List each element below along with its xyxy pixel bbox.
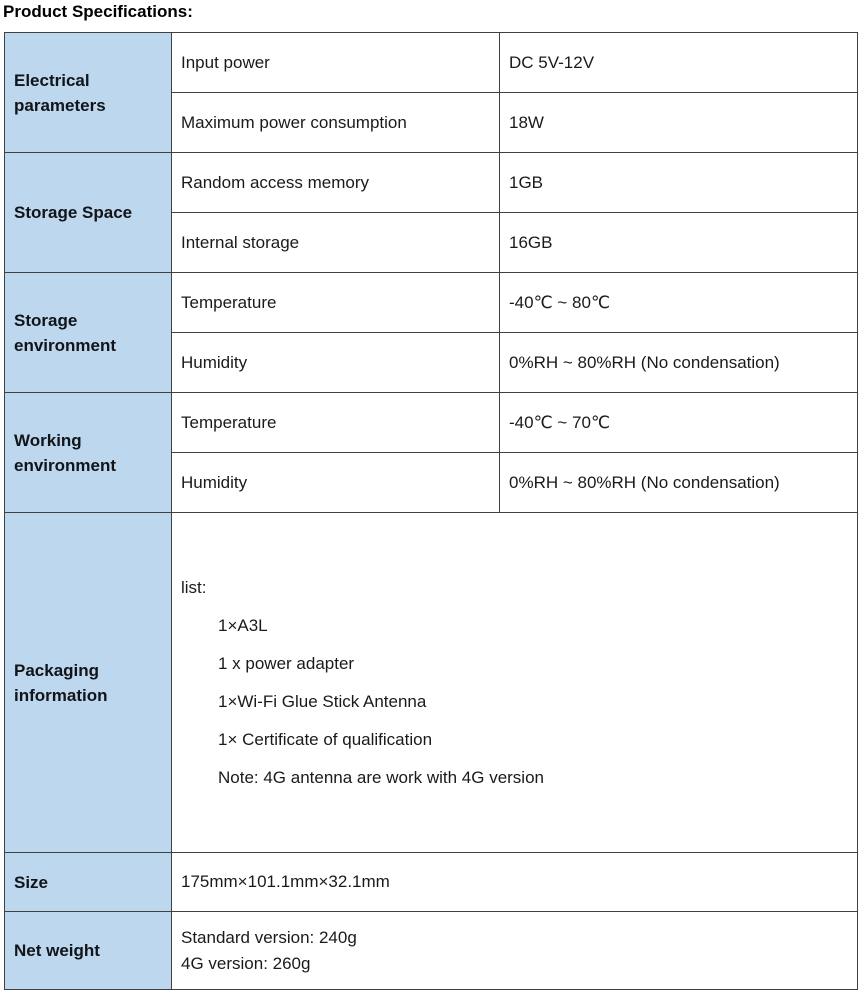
table-row xyxy=(5,153,858,213)
net-weight-line: 4G version: 260g xyxy=(181,953,311,973)
spec-value-cell: 0%RH ~ 80%RH (No condensation) xyxy=(500,333,858,393)
packaging-note-line: Note: 4G antenna are work with 4G version xyxy=(218,767,544,787)
spec-label-cell: Random access memory xyxy=(172,153,500,213)
product-specifications-table xyxy=(4,32,858,990)
category-cell-size: Size xyxy=(5,853,172,912)
spec-value-cell: DC 5V-12V xyxy=(500,33,858,93)
category-cell-working-environment: Working environment xyxy=(5,393,172,513)
spec-value-cell: 1GB xyxy=(500,153,858,213)
spec-label-cell: Humidity xyxy=(172,333,500,393)
packaging-content-cell xyxy=(172,513,858,853)
net-weight-line: Standard version: 240g xyxy=(181,927,357,947)
spec-value-cell: 18W xyxy=(500,93,858,153)
spec-label-cell: Temperature xyxy=(172,273,500,333)
packaging-line: 1×A3L xyxy=(218,615,268,635)
category-cell-packaging-information: Packaging information xyxy=(5,513,172,853)
spec-value-cell: -40℃ ~ 80℃ xyxy=(500,273,858,333)
packaging-line: 1× Certificate of qualification xyxy=(218,729,433,749)
spec-value-cell: 16GB xyxy=(500,213,858,273)
table-row xyxy=(5,273,858,333)
spec-label-cell: Humidity xyxy=(172,453,500,513)
spec-label-cell: Maximum power consumption xyxy=(172,93,500,153)
table-row xyxy=(5,513,858,853)
spec-value-cell: -40℃ ~ 70℃ xyxy=(500,393,858,453)
category-cell-net-weight: Net weight xyxy=(5,912,172,990)
page-title: Product Specifications: xyxy=(3,2,193,21)
packaging-line: 1 x power adapter xyxy=(218,653,355,673)
spec-label-cell: Internal storage xyxy=(172,213,500,273)
category-cell-storage-space: Storage Space xyxy=(5,153,172,273)
net-weight-value-cell xyxy=(172,912,858,990)
table-row xyxy=(5,393,858,453)
packaging-line: 1×Wi-Fi Glue Stick Antenna xyxy=(218,691,427,711)
size-value-cell: 175mm×101.1mm×32.1mm xyxy=(172,853,858,912)
packaging-line: list: xyxy=(181,577,207,597)
spec-label-cell: Input power xyxy=(172,33,500,93)
category-cell-storage-environment: Storage environment xyxy=(5,273,172,393)
spec-label-cell: Temperature xyxy=(172,393,500,453)
spec-value-cell: 0%RH ~ 80%RH (No condensation) xyxy=(500,453,858,513)
table-row xyxy=(5,33,858,93)
table-row xyxy=(5,912,858,990)
table-row xyxy=(5,853,858,912)
category-cell-electrical-parameters: Electrical parameters xyxy=(5,33,172,153)
